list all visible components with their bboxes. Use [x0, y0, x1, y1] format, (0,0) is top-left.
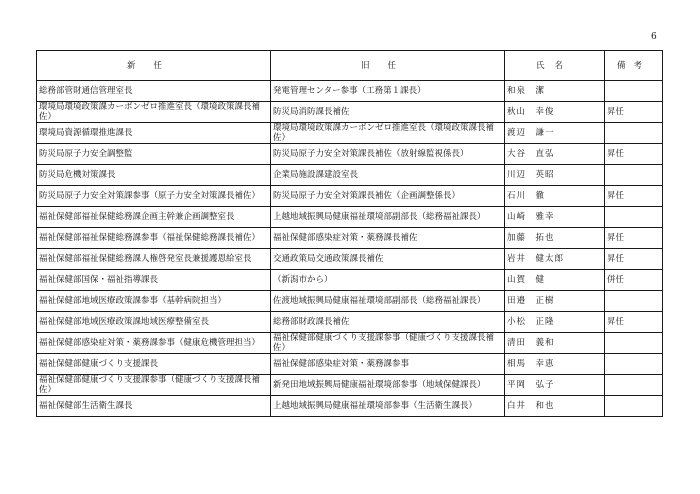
name-cell: 相馬 幸恵: [505, 354, 605, 375]
header-remarks: 備考: [605, 51, 663, 81]
old-post-cell: 総務部財政課長補佐: [271, 312, 505, 333]
name-cell: 秋山 幸俊: [505, 102, 605, 123]
old-post-cell: 上越地域振興局健康福祉環境部副部長（総務福祉課長）: [271, 207, 505, 228]
table-row: [37, 354, 663, 375]
table-row: [37, 123, 663, 144]
new-post-cell: 福祉保健部健康づくり支援課参事（健康づくり支援課長補佐）: [37, 375, 271, 396]
remarks-cell: 昇任: [605, 102, 663, 123]
table-row: [37, 186, 663, 207]
remarks-cell: 昇任: [605, 144, 663, 165]
remarks-cell: [605, 375, 663, 396]
remarks-cell: 昇任: [605, 186, 663, 207]
name-cell: 大谷 直弘: [505, 144, 605, 165]
table-row: [37, 333, 663, 354]
old-post-cell: 交通政策局交通政策課長補佐: [271, 249, 505, 270]
old-post-cell: 新発田地域振興局健康福祉環境部参事（地域保健課長）: [271, 375, 505, 396]
old-post-cell: 防災局原子力安全対策課長補佐（企画調整係長）: [271, 186, 505, 207]
table-row: [37, 249, 663, 270]
old-post-cell: 福祉保健部健康づくり支援課参事（健康づくり支援課長補佐）: [271, 333, 505, 354]
table-row: [37, 81, 663, 102]
new-post-cell: 福祉保健部地域医療政策課参事（基幹病院担当）: [37, 291, 271, 312]
table-row: [37, 291, 663, 312]
table-row: [37, 375, 663, 396]
remarks-cell: [605, 81, 663, 102]
new-post-cell: 福祉保健部福祉保健総務課企画主幹兼企画調整室長: [37, 207, 271, 228]
header-new-post: 新任: [37, 51, 271, 81]
name-cell: 川辺 英昭: [505, 165, 605, 186]
old-post-cell: 福祉保健部感染症対策・薬務課長補佐: [271, 228, 505, 249]
name-cell: 清田 義和: [505, 333, 605, 354]
new-post-cell: 福祉保健部地域医療政策課地域医療整備室長: [37, 312, 271, 333]
old-post-cell: 企業局施設課建設室長: [271, 165, 505, 186]
name-cell: 白井 和也: [505, 396, 605, 417]
old-post-cell: 福祉保健部感染症対策・薬務課参事: [271, 354, 505, 375]
remarks-cell: 昇任: [605, 249, 663, 270]
name-cell: 加藤 拓也: [505, 228, 605, 249]
remarks-cell: 昇任: [605, 228, 663, 249]
new-post-cell: 環境局資源循環推進課長: [37, 123, 271, 144]
header-old-post: 旧任: [271, 51, 505, 81]
name-cell: 岩井 健太郎: [505, 249, 605, 270]
remarks-cell: 昇任: [605, 312, 663, 333]
table-row: [37, 396, 663, 417]
old-post-cell: 防災局原子力安全対策課長補佐（放射線監視係長）: [271, 144, 505, 165]
remarks-cell: [605, 354, 663, 375]
remarks-cell: [605, 165, 663, 186]
name-cell: 山崎 雅幸: [505, 207, 605, 228]
header-name: 氏名: [505, 51, 605, 81]
table-row: [37, 144, 663, 165]
name-cell: 田邉 正樹: [505, 291, 605, 312]
page-number: 6: [651, 32, 657, 42]
new-post-cell: 福祉保健部生活衛生課長: [37, 396, 271, 417]
new-post-cell: 環境局環境政策課カーボンゼロ推進室長（環境政策課長補佐）: [37, 102, 271, 123]
table-row: [37, 270, 663, 291]
remarks-cell: [605, 333, 663, 354]
old-post-cell: 佐渡地域振興局健康福祉環境部副部長（総務福祉課長）: [271, 291, 505, 312]
table-body: [37, 81, 663, 417]
new-post-cell: 福祉保健部福祉保健総務課参事（福祉保健総務課長補佐）: [37, 228, 271, 249]
new-post-cell: 総務部管財通信管理室長: [37, 81, 271, 102]
table-row: [37, 102, 663, 123]
new-post-cell: 防災局原子力安全対策課参事（原子力安全対策課長補佐）: [37, 186, 271, 207]
table-row: [37, 207, 663, 228]
name-cell: 和泉 潔: [505, 81, 605, 102]
remarks-cell: [605, 123, 663, 144]
old-post-cell: 上越地域振興局健康福祉環境部参事（生活衛生課長）: [271, 396, 505, 417]
table-row: [37, 165, 663, 186]
new-post-cell: 福祉保健部国保・福祉指導課長: [37, 270, 271, 291]
personnel-table: [36, 50, 663, 417]
new-post-cell: 防災局危機対策課長: [37, 165, 271, 186]
old-post-cell: 環境局環境政策課カーボンゼロ推進室長（環境政策課長補佐）: [271, 123, 505, 144]
old-post-cell: 防災局消防課長補佐: [271, 102, 505, 123]
header-row: [37, 51, 663, 81]
remarks-cell: [605, 396, 663, 417]
name-cell: 山賀 健: [505, 270, 605, 291]
new-post-cell: 福祉保健部感染症対策・薬務課参事（健康危機管理担当）: [37, 333, 271, 354]
table-row: [37, 312, 663, 333]
remarks-cell: [605, 291, 663, 312]
name-cell: 渡辺 謙一: [505, 123, 605, 144]
new-post-cell: 福祉保健部福祉保健総務課人権啓発室長兼援護恩給室長: [37, 249, 271, 270]
new-post-cell: 防災局原子力安全調整監: [37, 144, 271, 165]
remarks-cell: 併任: [605, 270, 663, 291]
table-row: [37, 228, 663, 249]
name-cell: 小松 正隆: [505, 312, 605, 333]
old-post-cell: 発電管理センター参事（工務第１課長）: [271, 81, 505, 102]
name-cell: 平岡 弘子: [505, 375, 605, 396]
remarks-cell: [605, 207, 663, 228]
name-cell: 石川 徹: [505, 186, 605, 207]
new-post-cell: 福祉保健部健康づくり支援課長: [37, 354, 271, 375]
old-post-cell: （新潟市から）: [271, 270, 505, 291]
